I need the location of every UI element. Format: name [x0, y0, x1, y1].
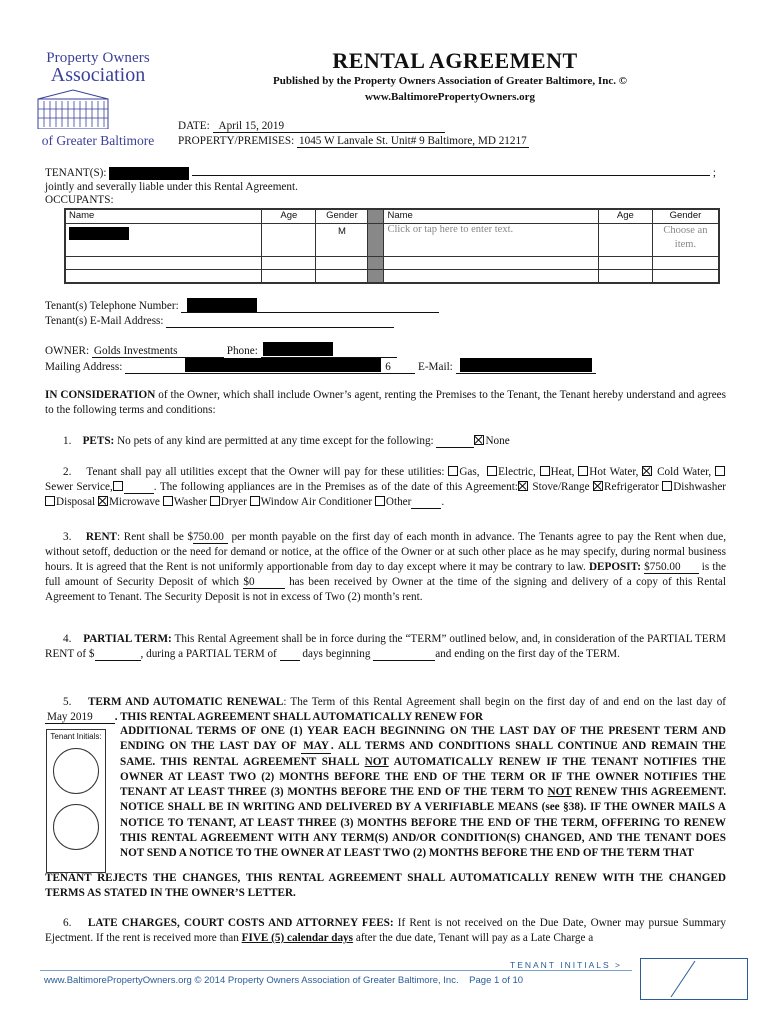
pets-number: 1.: [63, 435, 72, 447]
initials-circle-1[interactable]: [53, 748, 99, 794]
term-bold: TERM AND AUTOMATIC RENEWAL: [87, 696, 284, 708]
washer-checkbox[interactable]: [163, 496, 173, 506]
owner-row: [45, 345, 397, 358]
deposit-bold: DEPOSIT:: [588, 561, 641, 573]
occupant-age-cell[interactable]: [262, 257, 316, 270]
tenants-semicolon: ;: [712, 167, 717, 180]
refrigerator-checkbox[interactable]: [593, 481, 603, 491]
rent-amount: 750.00: [193, 531, 224, 543]
footer-divider: [40, 970, 632, 971]
consideration-bold: IN CONSIDERATION: [45, 389, 156, 401]
property-label: PROPERTY/PREMISES:: [178, 135, 295, 147]
refrigerator-label: Refrigerator: [604, 481, 659, 493]
partial-bold: PARTIAL TERM:: [83, 633, 172, 645]
heat-checkbox[interactable]: [540, 466, 550, 476]
footer-initials-box[interactable]: [640, 958, 748, 1000]
rent-text-3: is the full amount of Security Deposit of which: [45, 561, 727, 588]
table-header-row: [66, 210, 719, 224]
table-row: [66, 270, 719, 283]
occupant-name-redacted: [69, 227, 129, 240]
late-text-1: If Rent is not received on the Due Date, Owner may pursue Summary Ejectment. If the rent is received more than: [45, 917, 727, 944]
mailing-field[interactable]: [125, 361, 415, 374]
occupant-name-cell[interactable]: [66, 257, 262, 270]
occupant-age-cell[interactable]: [598, 257, 652, 270]
partial-text-3: days beginning: [302, 648, 371, 660]
footer-tenant-initials-label: TENANT INITIALS >: [510, 960, 623, 970]
table-divider: [368, 210, 384, 224]
utilities-text: Tenant shall pay all utilities except that the Owner will pay for these utilities:: [86, 466, 445, 478]
not-underlined-2: NOT: [547, 786, 572, 799]
other-appliance-field[interactable]: [411, 496, 441, 509]
partial-term-paragraph: [45, 632, 726, 662]
initials-circle-2[interactable]: [53, 804, 99, 850]
dryer-label: Dryer: [220, 496, 247, 508]
publisher-line: Published by the Property Owners Association of Greater Baltimore, Inc. ©: [273, 75, 627, 87]
footer-text-row: [44, 975, 523, 986]
renew-month: MAY: [303, 740, 329, 753]
publisher-website: www.BaltimorePropertyOwners.org: [364, 91, 536, 103]
date-label: DATE:: [178, 120, 210, 132]
pets-field[interactable]: [436, 435, 474, 448]
property-row: [178, 135, 529, 148]
tenant-phone-redacted: [187, 298, 257, 312]
term-text-1: : The Term of this Rental Agreement shall begin on the first day of: [283, 696, 599, 708]
document-title: RENTAL AGREEMENT: [332, 48, 578, 73]
owner-phone-field[interactable]: [261, 345, 397, 358]
term-number: 5.: [63, 696, 72, 708]
owner-field[interactable]: [92, 345, 224, 358]
deposit-amount-field[interactable]: [644, 561, 698, 574]
deposit-received-field[interactable]: [243, 576, 284, 589]
microwave-label: Microwave: [108, 496, 160, 508]
property-value: 1045 W Lanvale St. Unit# 9 Baltimore, MD 21217: [299, 135, 527, 147]
tenant-initials-label: Tenant Initials:: [50, 732, 102, 741]
logo-line-3: of Greater Baltimore: [41, 133, 155, 148]
rent-text-4: has been received by Owner at the time of the signing and delivery of a copy of this Rental Agreement to Tenant. The Security Deposit is not in excess of Two (2) month’s rent.: [45, 576, 726, 603]
occupant-name-cell[interactable]: [66, 270, 262, 283]
occupants-table: [64, 208, 720, 284]
tenant-phone-label: Tenant(s) Telephone Number:: [45, 300, 179, 312]
late-charges-paragraph: [45, 916, 726, 946]
ac-label: Window Air Conditioner: [260, 496, 373, 508]
tenants-label: TENANT(S):: [45, 167, 107, 180]
occupant-gender-dropdown-2[interactable]: [652, 224, 718, 257]
table-divider: [368, 224, 384, 257]
occupant-age-field-2[interactable]: [598, 224, 652, 257]
owner-email-redacted: [460, 358, 592, 372]
partial-text-2: , during a PARTIAL TERM of: [140, 648, 277, 660]
occupant-age-cell[interactable]: [262, 270, 316, 283]
owner-label: OWNER:: [45, 345, 90, 357]
dryer-checkbox[interactable]: [210, 496, 220, 506]
rent-bold: RENT: [85, 531, 118, 543]
late-text-2: after the due date, Tenant will pay as a Late Charge a: [355, 932, 594, 944]
other-utility-checkbox[interactable]: [113, 481, 123, 491]
stove-checkbox[interactable]: [518, 481, 528, 491]
association-logo: [36, 50, 160, 146]
owner-phone-redacted: [263, 342, 333, 356]
hot-water-label: Hot Water,: [589, 466, 639, 478]
not-underlined-1: NOT: [364, 755, 389, 768]
late-number: 6.: [63, 917, 72, 929]
gas-label: Gas,: [459, 466, 480, 478]
partial-rent-field[interactable]: [95, 648, 141, 661]
building-icon: [36, 89, 110, 129]
date-field[interactable]: [213, 120, 445, 133]
renew-month-field[interactable]: [301, 740, 331, 754]
sewer-label: Sewer Service,: [45, 481, 113, 493]
utilities-number: 2.: [63, 466, 72, 478]
pets-paragraph: [45, 434, 726, 449]
consideration-text: of the Owner, which shall include Owner’s agent, renting the Premises to the Tenant, the Tenant hereby understand and agrees to the following terms and conditions:: [45, 389, 726, 416]
partial-begin-field[interactable]: [373, 648, 435, 661]
tenant-email-label: Tenant(s) E-Mail Address:: [45, 315, 164, 327]
occupant-gender-cell[interactable]: [652, 257, 718, 270]
rent-number: 3.: [63, 531, 72, 543]
other-utility-field[interactable]: [124, 481, 154, 494]
pets-none-label: None: [485, 435, 510, 447]
tenant-phone-row: [45, 300, 439, 313]
partial-number: 4.: [63, 633, 72, 645]
occupant-gender-cell[interactable]: [316, 257, 368, 270]
partial-text-4: and ending on the first day of the TERM.: [435, 648, 620, 660]
partial-days-field[interactable]: [280, 648, 300, 661]
term-text-2: and end on the last day of: [603, 696, 727, 708]
date-value: April 15, 2019: [218, 120, 285, 132]
late-five-days: FIVE (5) calendar days: [241, 932, 354, 944]
table-row: [66, 224, 719, 257]
header-age: Age: [262, 210, 316, 224]
mailing-fragment: 6: [385, 361, 391, 373]
tenant-email-field[interactable]: [166, 315, 394, 328]
appliances-text: The following appliances are in the Premises as of the date of this Agreement:: [159, 481, 518, 493]
logo-line-2: Association: [50, 64, 146, 86]
owner-phone-label: Phone:: [226, 345, 258, 357]
occupant-name-field-2[interactable]: [384, 224, 598, 257]
pets-text: No pets of any kind are permitted at any time except for the following:: [117, 435, 434, 447]
table-divider: [368, 270, 384, 283]
header-gender: Gender: [316, 210, 368, 224]
occupant-age-cell[interactable]: [262, 224, 316, 257]
occupant-name-cell[interactable]: [66, 224, 262, 257]
tenants-row: [45, 167, 725, 180]
pets-bold: PETS:: [82, 435, 115, 447]
other-appliance-label: Other: [385, 496, 412, 508]
table-divider: [368, 257, 384, 270]
term-caps-6: TENANT REJECTS THE CHANGES, THIS RENTAL AGREEMENT SHALL AUTOMATICALLY RENEW WITH THE CHANGED TERMS AS STATED IN THE OWNER’S LETTER.: [45, 872, 726, 900]
occupant-gender-cell[interactable]: [316, 270, 368, 283]
partial-text-1: This Rental Agreement shall be in force during the “TERM” outlined below, and, in consideration of the PARTIAL TERM RENT of $: [45, 633, 727, 660]
occupant-gender-cell[interactable]: [316, 224, 368, 257]
mailing-redacted: [185, 358, 381, 372]
microwave-checkbox[interactable]: [98, 496, 108, 506]
late-bold: LATE CHARGES, COURT COSTS AND ATTORNEY FEES:: [87, 917, 394, 929]
occupant-name-cell[interactable]: [384, 257, 598, 270]
hot-water-checkbox[interactable]: [578, 466, 588, 476]
heat-label: Heat,: [550, 466, 575, 478]
gas-checkbox[interactable]: [448, 466, 458, 476]
owner-email-label: E-Mail:: [417, 361, 453, 373]
dishwasher-label: Dishwasher: [673, 481, 727, 493]
term-end-month: May 2019: [47, 711, 93, 723]
term-caps-2: ADDITIONAL TERMS OF ONE (1) YEAR EACH BEGINNING ON THE LAST DAY OF THE PRESENT TERM AND ENDING ON THE LAST DAY OF: [120, 725, 726, 753]
term-caps-1: . THIS RENTAL AGREEMENT SHALL AUTOMATICALLY RENEW FOR: [114, 711, 484, 723]
rent-text-2: per month payable on the first day of each month in advance. The Tenants agree to pay the Rent when due, without setoff, deduction or the need for demand or notice, at the office of the Owner or at such other place as he may specify, during normal business hours. It is agreed that the Rent is not uniformly apportionable from day to day except where it may be contrary to law.: [45, 531, 727, 573]
rent-paragraph: [45, 530, 726, 605]
disposal-label: Disposal: [56, 496, 96, 508]
term-caps-3: . ALL TERMS AND CONDITIONS SHALL CONTINUE AND REMAIN THE SAME. THIS RENTAL AGREEMENT SHALL: [120, 740, 727, 768]
liability-text: jointly and severally liable under this Rental Agreement.: [45, 181, 298, 193]
tenant-email-row: [45, 315, 394, 328]
header-age-2: Age: [598, 210, 652, 224]
utilities-paragraph: 2. Tenant shall pay all utilities except that the Owner will pay for these utilities: Gas, Electric, Heat, Hot Water, Cold Water, Sewer Service, . The following appliances are in the Premises as of the date of this Agreement: Stove/Range Refrigerator Dishwasher Disposal Microwave Washer Dryer Window Air Conditioner Other .: [45, 466, 727, 508]
deposit-amount: $750.00: [644, 561, 681, 573]
tenant-initials-box: [46, 729, 106, 873]
rent-amount-field[interactable]: [193, 531, 228, 544]
stove-label: Stove/Range: [532, 481, 590, 493]
cold-water-checkbox[interactable]: [642, 466, 652, 476]
dishwasher-checkbox[interactable]: [662, 481, 672, 491]
name-placeholder: Click or tap here to enter text.: [387, 224, 514, 235]
electric-checkbox[interactable]: [487, 466, 497, 476]
tenants-field[interactable]: [192, 175, 710, 176]
initials-slash-icon: [641, 959, 747, 999]
date-row: [178, 120, 445, 133]
deposit-received: $0: [243, 576, 255, 588]
header-name: Name: [66, 210, 262, 224]
term-caps-5: RENEW THIS AGREEMENT. NOTICE SHALL BE IN WRITING AND DELIVERED BY A VERIFIABLE MEANS (see §38). IF THE OWNER MAILS A NOTICE TO TENANT, AT LEAST THREE (3) MONTHS BEFORE THE END OF THE TERM, OFFERING TO RENEW THIS RENTAL AGREEMENT WITH ANY TERM(S) AND/OR CONDITION(S) CHANGED, AND THE TENANT DOES NOT SEND A NOTICE TO THE OWNER AT LEAST TWO (2) MONTHS BEFORE THE END OF THE TERM THAT: [120, 786, 727, 860]
tenant-name-redacted: [109, 167, 189, 180]
occupant-age-cell[interactable]: [598, 270, 652, 283]
gender-placeholder: Choose an item.: [663, 225, 708, 250]
cold-water-label: Cold Water,: [657, 466, 712, 478]
footer-copyright: www.BaltimorePropertyOwners.org © 2014 Property Owners Association of Greater Baltimore, Inc.: [44, 975, 459, 986]
table-row: [66, 257, 719, 270]
electric-label: Electric,: [498, 466, 536, 478]
owner-email-field[interactable]: [456, 361, 596, 374]
occupant-gender-cell[interactable]: [652, 270, 718, 283]
occupants-label: OCCUPANTS:: [45, 194, 114, 206]
term-end-field[interactable]: [45, 711, 115, 724]
sewer-checkbox[interactable]: [715, 466, 725, 476]
header-gender-2: Gender: [652, 210, 718, 224]
property-field[interactable]: [297, 135, 529, 148]
logo-line-1: Property Owners: [46, 50, 150, 66]
mailing-row: [45, 361, 596, 374]
occupant-name-cell[interactable]: [384, 270, 598, 283]
owner-value: Golds Investments: [93, 345, 178, 357]
mailing-label: Mailing Address:: [45, 361, 123, 373]
pets-none-checkbox[interactable]: [474, 435, 484, 445]
ac-checkbox[interactable]: [250, 496, 260, 506]
occupant-gender-value: M: [337, 226, 346, 237]
term-paragraph-intro: [45, 695, 726, 725]
other-appliance-checkbox[interactable]: [375, 496, 385, 506]
footer-page-number: Page 1 of 10: [469, 975, 524, 986]
header-name-2: Name: [384, 210, 598, 224]
consideration-paragraph: [45, 388, 726, 418]
rent-text-1: : Rent shall be $: [117, 531, 194, 543]
washer-label: Washer: [173, 496, 207, 508]
tenant-phone-field[interactable]: [181, 300, 439, 313]
term-caps-block: [120, 724, 726, 862]
term-caps-4: AUTOMATICALLY RENEW IF THE TENANT NOTIFIES THE OWNER AT LEAST TWO (2) MONTHS BEFORE THE END OF THE TERM OR IF THE OWNER NOTIFIES THE TENANT AT LEAST THREE (3) MONTHS BEFORE THE END OF THE TERM TO: [120, 755, 727, 799]
disposal-checkbox[interactable]: [45, 496, 55, 506]
